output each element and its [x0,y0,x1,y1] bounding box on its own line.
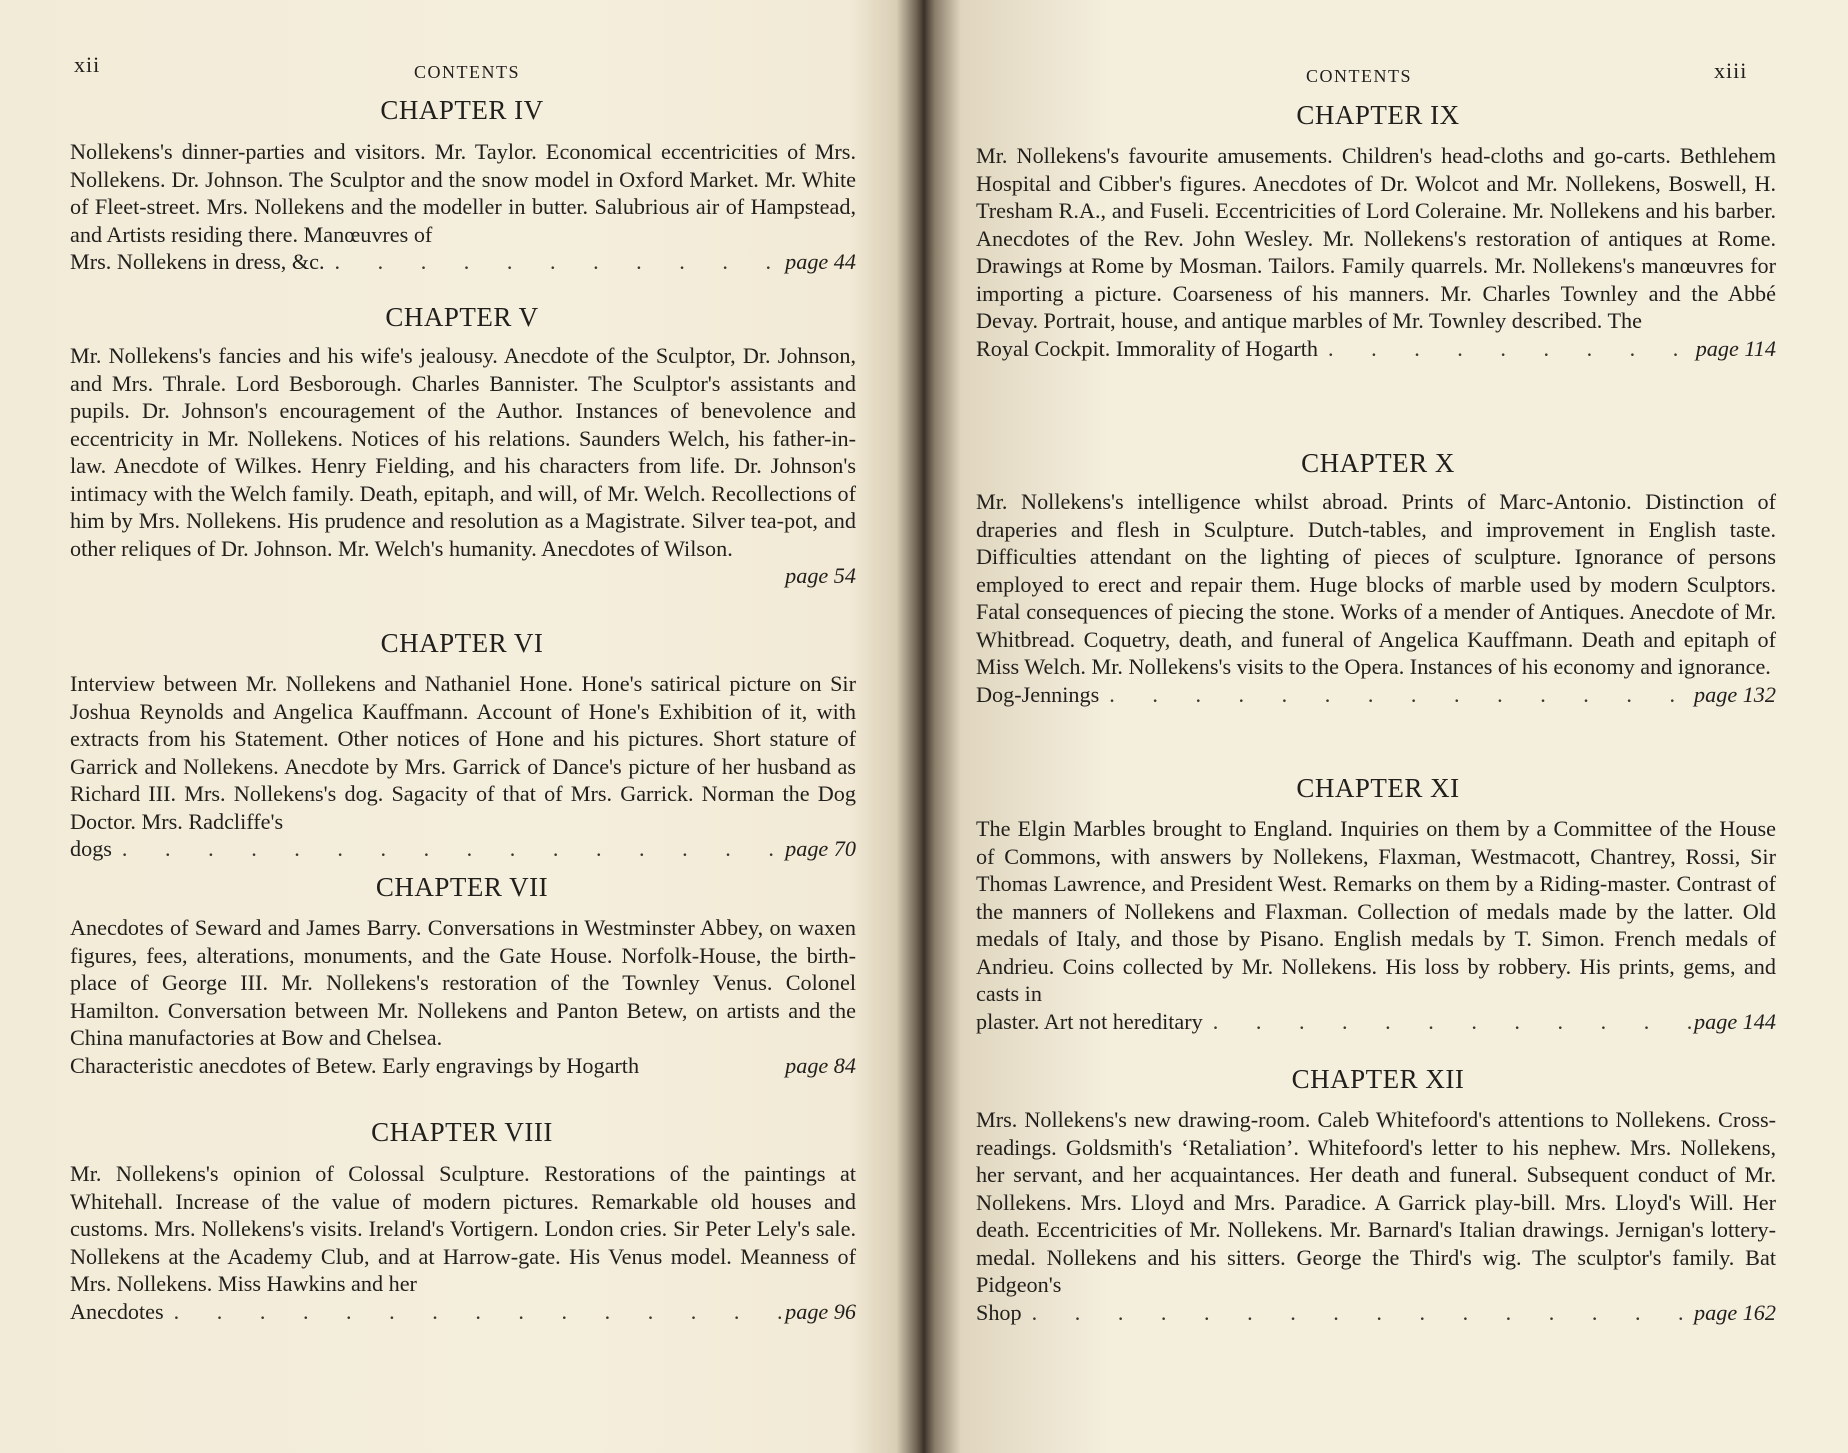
chapter-heading-xii: CHAPTER XII [1291,1064,1465,1094]
chapter-text-x: Mr. Nollekens's intelligence whilst abroad. Prints of Marc-Antonio. Distinction of draperies and flesh in Sculpture. Dutch-tables, and improvement in English taste. Difficulties attendant on the lighting of pieces of sculpture. Ignorance of persons employed to erect and repair them. Huge blocks of marble used by modern Sculptors. Fatal consequences of piecing the stone. Works of a mender of Antiques. Anecdote of Mr. Whitbread. Coquetry, death, and funeral of Angelica Kauffmann. Death and epitaph of Miss Welch. Mr. Nollekens's visits to the Opera. Instances of his economy and ignorance. [976,489,1776,679]
last-line-x: Dog-Jennings [976,681,1100,707]
chapter-text-v: Mr. Nollekens's fancies and his wife's jealousy. Anecdote of the Sculptor, Dr. Johnson, and Mrs. Thrale. Lord Besborough. Charles Bannister. The Sculptor's assistants and pupils. Dr. Johnson's encouragement of the Author. Instances of benevolence and eccentricity in Mr. Nollekens. Notices of his relations. Saunders Welch, his father-in-law. Anecdote of Wilkes. Henry Fielding, and his characters from life. Dr. Johnson's intimacy with the Welch family. Death, epitaph, and will, of Mr. Welch. Recollections of him by Mrs. Nollekens. His prudence and resolution as a Magistrate. Silver tea-pot, and other reliques of Dr. Johnson. Mr. Welch's humanity. Anecdotes of Wilson. [70,343,856,561]
chapter-summary-xi [976,815,1776,1035]
dot-leader [325,248,786,276]
running-head-right: CONTENTS [1306,66,1412,86]
chapter-heading-v: CHAPTER V [385,302,539,332]
chapter-text-iv: Nollekens's dinner-parties and visitors. Mr. Taylor. Economical eccentricities of Mrs. Nollekens. Dr. Johnson. The Sculptor and the snow model in Oxford Market. Mr. White of Fleet-street. Mrs. Nollekens and the modeller in butter. Salubrious air of Hampstead, and Artists residing there. Manœuvres of [70,139,856,247]
chapter-text-xi: The Elgin Marbles brought to England. Inquiries on them by a Committee of the House of Commons, with answers by Nollekens, Flaxman, Westmacott, Chantrey, Rossi, Sir Thomas Lawrence, and President West. Remarks on them by a Riding-master. Contrast of the manners of Nollekens and Flaxman. Collection of medals made by the latter. Old medals of Italy, and those by Pisano. English medals by T. Simon. French medals of Andrieu. Coins collected by Mr. Nollekens. His loss by robbery. His prints, gems, and casts in [976,816,1776,1006]
chapter-summary-x [976,488,1776,708]
toc-entry-end-ix [976,335,1776,363]
page-ref-vii[interactable]: page 84 [785,1052,856,1078]
chapter-summary-iv [70,138,856,276]
last-line-vii: Characteristic anecdotes of Betew. Early engravings by Hogarth [70,1052,640,1078]
page-ref-xii[interactable]: page 162 [1694,1299,1776,1325]
dot-leader [112,835,785,863]
last-line-xii: Shop [976,1299,1022,1325]
chapter-summary-xii [976,1106,1776,1326]
dot-leader [1099,681,1694,709]
chapter-text-ix: Mr. Nollekens's favourite amusements. Children's head-cloths and go-carts. Bethlehem Hospital and Cibber's figures. Anecdotes of Dr. Wolcot and Mr. Nollekens, Boswell, H. Tresham R.A., and Fuseli. Eccentricities of Lord Coleraine. Mr. Nollekens and his barber. Anecdotes of the Rev. John Wesley. Mr. Nollekens's restoration of antiques at Rome. Drawings at Rome by Mosman. Tailors. Family quarrels. Mr. Nollekens's manœuvres for importing a picture. Coarseness of his manners. Mr. Charles Townley and the Abbé Devay. Portrait, house, and antique marbles of Mr. Townley described. The [976,143,1776,333]
last-line-xi: plaster. Art not hereditary [976,1008,1203,1034]
last-line-vi: dogs [70,836,112,861]
page-ref-v[interactable]: page 54 [785,563,856,588]
chapter-text-vii: Anecdotes of Seward and James Barry. Conversations in Westminster Abbey, on waxen figures, fees, alterations, monuments, and the Gate House. Norfolk-House, the birth-place of George III. Mr. Nollekens's restoration of the Townley Venus. Colonel Hamilton. Conversation between Mr. Nollekens and Panton Betew, on artists and the China manufactories at Bow and Chelsea. [70,915,856,1050]
toc-entry-end-xii [976,1299,1776,1327]
chapter-heading-viii: CHAPTER VIII [371,1117,553,1147]
page-ref-iv[interactable]: page 44 [785,249,856,274]
folio-right: xiii [1714,58,1748,83]
last-line-viii: Anecdotes [70,1298,164,1324]
toc-entry-end-vi [70,835,856,863]
chapter-text-viii: Mr. Nollekens's opinion of Colossal Sculpture. Restorations of the paintings at Whitehall. Increase of the value of modern pictures. Remarkable old houses and customs. Mrs. Nollekens's visits. Ireland's Vortigern. London cries. Sir Peter Lely's sale. Nollekens at the Academy Club, and at Harrow-gate. His Venus model. Meanness of Mrs. Nollekens. Miss Hawkins and her [70,1161,856,1296]
dot-leader [1022,1299,1694,1327]
running-head-left: CONTENTS [414,62,520,82]
last-line-ix: Royal Cockpit. Immorality of Hogarth [976,335,1318,361]
chapter-summary-viii [70,1160,856,1325]
chapter-heading-xi: CHAPTER XI [1296,773,1460,803]
page-ref-x[interactable]: page 132 [1694,681,1776,707]
page-ref-viii[interactable]: page 96 [785,1298,856,1324]
chapter-heading-vi: CHAPTER VI [380,628,544,658]
chapter-summary-v [70,342,856,590]
chapter-summary-vi [70,670,856,863]
toc-entry-end-v [70,562,856,590]
page-ref-xi[interactable]: page 144 [1694,1008,1776,1034]
page-ref-vi[interactable]: page 70 [785,836,856,861]
toc-entry-end-viii [70,1298,856,1326]
toc-entry-end-xi [976,1008,1776,1036]
right-page [930,0,1848,1453]
last-line-iv: Mrs. Nollekens in dress, &c. [70,249,325,274]
toc-entry-end-x [976,681,1776,709]
chapter-heading-vii: CHAPTER VII [375,872,549,902]
toc-entry-end-iv [70,248,856,276]
chapter-summary-ix [976,142,1776,362]
dot-leader [1203,1008,1694,1036]
folio-left: xii [74,52,101,77]
chapter-heading-iv: CHAPTER IV [380,95,544,125]
page-ref-ix[interactable]: page 114 [1695,335,1776,361]
left-page [0,0,915,1453]
dot-leader [164,1298,785,1326]
chapter-text-xii: Mrs. Nollekens's new drawing-room. Caleb Whitefoord's attentions to Nollekens. Cross-readings. Goldsmith's ‘Retaliation’. Whitefoord's letter to his nephew. Mrs. Nollekens, her servant, and her acquaintances. Her death and funeral. Subsequent conduct of Mr. Nollekens. Mrs. Lloyd and Mrs. Paradice. A Garrick play-bill. Mrs. Lloyd's Will. Her death. Eccentricities of Mr. Nollekens. Mr. Barnard's Italian drawings. Jernigan's lottery-medal. Nollekens and his sitters. George the Third's wig. The sculptor's family. Bat Pidgeon's [976,1107,1776,1297]
chapter-heading-ix: CHAPTER IX [1296,100,1460,130]
dot-leader [1318,335,1696,363]
chapter-summary-vii [70,914,856,1079]
toc-entry-end-vii [70,1052,856,1080]
chapter-heading-x: CHAPTER X [1301,448,1455,478]
chapter-text-vi: Interview between Mr. Nollekens and Nathaniel Hone. Hone's satirical picture on Sir Joshua Reynolds and Angelica Kauffmann. Account of Hone's Exhibition of it, with extracts from his Statement. Other notices of Hone and his pictures. Short stature of Garrick and Nollekens. Anecdote by Mrs. Garrick of Dance's picture of her husband as Richard III. Mrs. Nollekens's dog. Sagacity of that of Mrs. Garrick. Norman the Dog Doctor. Mrs. Radcliffe's [70,671,856,834]
